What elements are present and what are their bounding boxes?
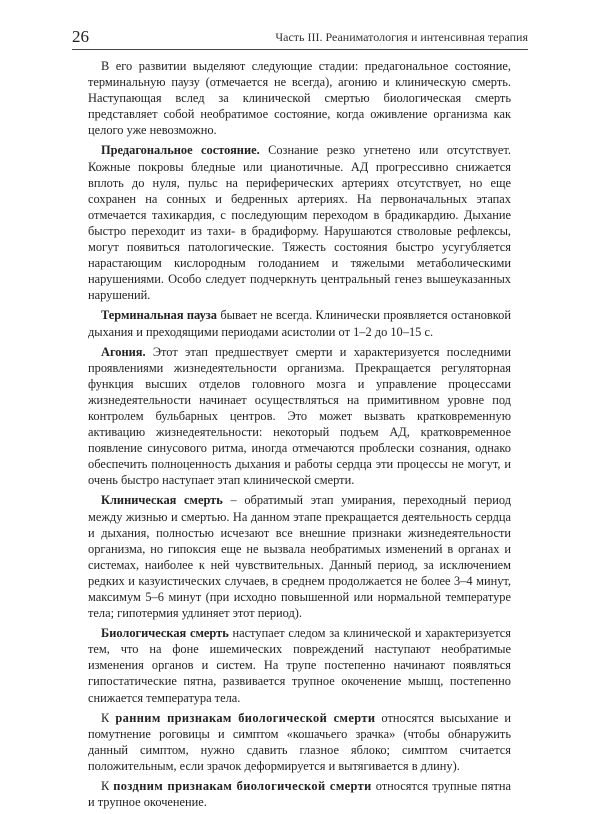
paragraph-agony	[88, 344, 511, 489]
paragraph-prefix: К	[101, 710, 116, 725]
term-heading: ранним признакам биологической смерти	[115, 710, 376, 725]
term-heading: Биологическая смерть	[101, 626, 229, 641]
paragraph-biological-death	[88, 625, 511, 705]
paragraph-text: В его развитии выделяют следующие стадии: предагональное состояние, терминальную паузу (отмечается не всегда), агонию и клиническую смерть. Наступающая вслед за клинической смертью биологическая смерть представляет собой необратимое состояние, когда оживление организма как целого уже невозможно.	[88, 59, 511, 138]
term-heading: Предагональное состояние.	[101, 143, 260, 158]
body-text	[88, 58, 511, 814]
term-heading: Агония.	[101, 344, 146, 359]
paragraph-text: Этот этап предшествует смерти и характеризуется последними проявлениями жизнедеятельности организма. Прекращается регуляторная функция высших отделов головного мозга и управление процессами жизнедеятельности начинает осуществляться на примитивном уровне под контролем бульбарных центров. Это может вызвать кратковременную активацию жизнедеятельности: некоторый подъем АД, кратковременное появление синусового ритма, иногда отмечаются проблески сознания, однако обеспечить полноценность дыхания и работы сердца эти процессы не могут, и очень быстро наступает этап клинической смерти.	[88, 344, 511, 488]
term-heading: поздним признакам биологической смерти	[113, 779, 372, 794]
paragraph-terminal-pause	[88, 307, 511, 339]
paragraph-text: Сознание резко угнетено или отсутствует. Кожные покровы бледные или цианотичные. АД прогрессивно снижается вплоть до нуля, пульс на периферических артериях отсутствует, но еще сохранен на сонных и бедренных артериях. На первоначальных этапах отмечается тахикардия, с последующим переходом в брадикардию. Дыхание быстро переходит из тахи- в брадиформу. Нарушаются стволовые рефлексы, могут появиться патологические. Тяжесть состояния быстро усугубляется нарастающим кислородным голоданием и тяжелыми метаболическими нарушениями. Особо следует подчеркнуть центральный генез вышеуказанных нарушений.	[88, 143, 511, 303]
running-title: Часть III. Реаниматология и интенсивная терапия	[275, 30, 528, 44]
paragraph-text: относятся высыхание и помутнение роговицы и симптом «кошачьего зрачка» (чтобы обнаружить данный симптом, нужно сдавить глазное яблоко; симптом считается положительным, если зрачок деформируется и вытягивается в длину).	[88, 710, 511, 773]
paragraph-preagonal	[88, 142, 511, 303]
paragraph-text: – обратимый этап умирания, переходный период между жизнью и смертью. На данном этапе прекращается деятельность сердца и дыхания, полностью исчезают все внешние признаки жизнедеятельности организма, но гипоксия еще не вызвала необратимых изменений в органах и системах, наиболее к ней чувствительных. Данный период, за исключением редких и казуистических случаев, в среднем продолжается не более 3–4 минут, максимум 5–6 минут (при исходно повышенной или нормальной температуре тела; гипотермия удлиняет этот период).	[88, 493, 511, 621]
paragraph-late-signs	[88, 778, 511, 810]
paragraph-text: относятся трупные пятна и трупное окоченение.	[88, 779, 511, 810]
page-number: 26	[72, 27, 89, 46]
paragraph-prefix: К	[101, 779, 114, 794]
paragraph-early-signs	[88, 710, 511, 774]
term-heading: Терминальная пауза	[101, 308, 217, 323]
page-header	[72, 27, 528, 50]
paragraph-text: наступает следом за клинической и характеризуется тем, что на фоне ишемических повреждений наступают необратимые изменения органов и систем. На трупе постепенно начинают появляться гипостатические пятна, развивается трупное окоченение мышц, постепенно снижается температура тела.	[88, 626, 511, 705]
term-heading: Клиническая смерть	[101, 493, 223, 508]
paragraph-clinical-death	[88, 492, 511, 621]
paragraph-intro	[88, 58, 511, 138]
paragraph-text: бывает не всегда. Клинически проявляется остановкой дыхания и преходящими периодами асистолии от 1–2 до 10–15 с.	[88, 308, 511, 339]
